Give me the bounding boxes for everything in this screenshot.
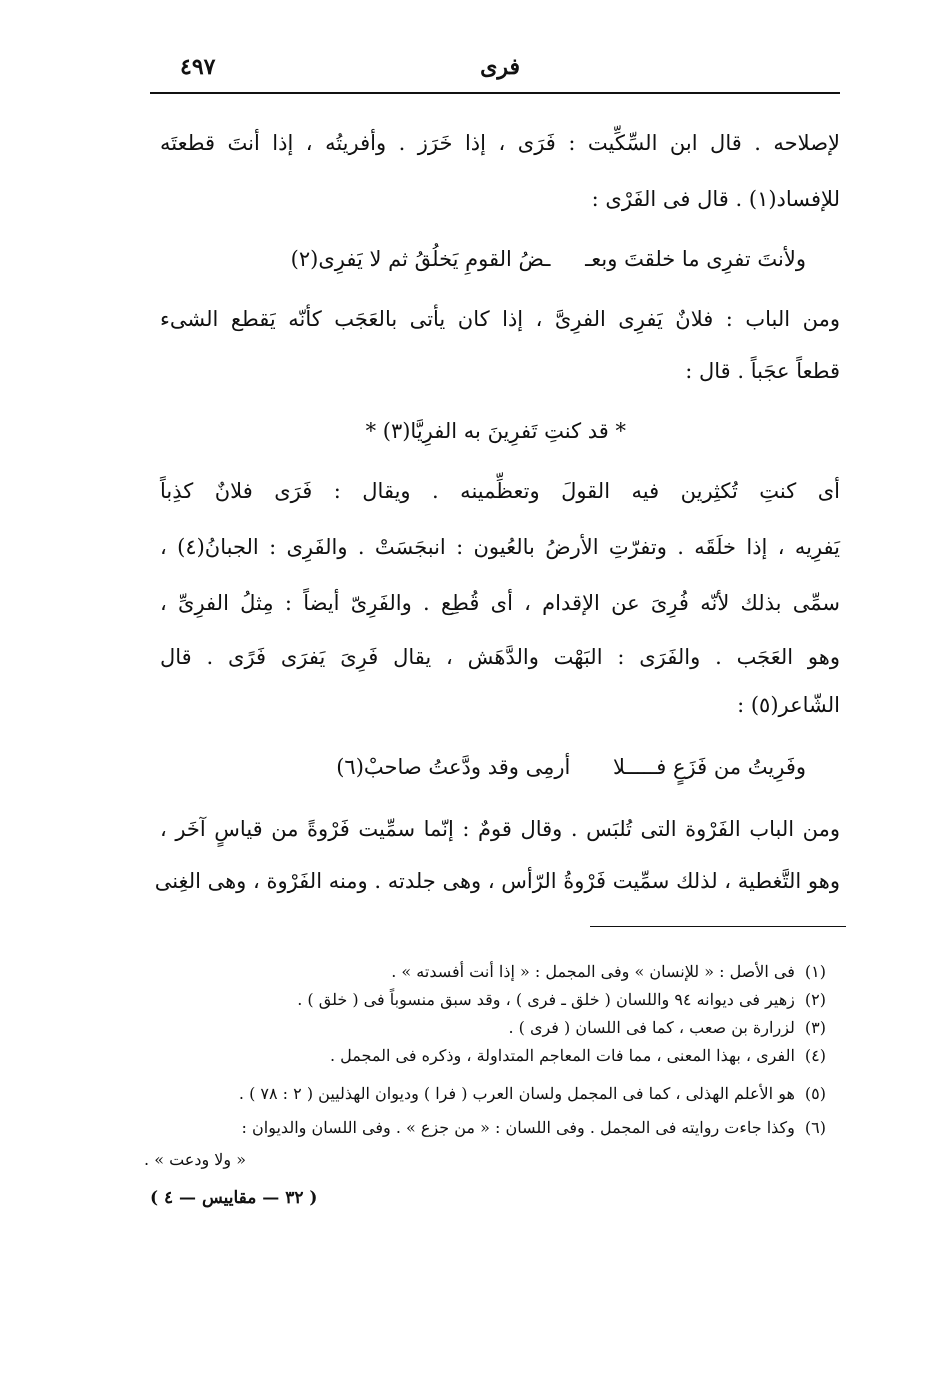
verse-2 <box>366 416 626 446</box>
verse-2-text: * قد كنتِ تَفرِينَ به الفرِيَّا(٣) * <box>365 419 626 443</box>
body-line-11: وهو التَّغطية ، لذلك سمِّيت فَرْوةُ الرّأس ، وهى جلدته . ومنه الفَرْوة ، وهى الغِنى <box>154 869 840 893</box>
footnote-5-number: (٥) <box>804 1084 826 1103</box>
footnote-6-continued <box>144 1148 246 1172</box>
body-line-5: أى كنتِ تُكثِرين فيه القولَ وتعظِّمينه . ويقال : فَرَى فلانٌ كذِباً <box>160 479 840 503</box>
footnote-4-text: الفرى ، بهذا المعنى ، مما فات المعاجم المتداولة ، وذكره فى المجمل . <box>329 1046 795 1065</box>
footnote-2-number: (٢) <box>804 990 826 1009</box>
page-number: ٤٩٧ <box>180 54 216 80</box>
verse-3 <box>336 752 806 782</box>
verse-1-first-hemistich: ولأنتَ تفرِى ما خلقتَ وبعـ <box>585 247 806 271</box>
body-line-6: يَفرِيه ، إذا خلَقَه . وتفرّتِ الأرضُ بالعُيون : انبجَسَتْ . والفَرِى : الجبانُ(٤) ، <box>160 535 840 559</box>
footnote-1-text: فى الأصل : « للإنسان » وفى المجمل : « إذا أنت أفسدته » . <box>391 962 795 981</box>
footnote-3 <box>508 1016 826 1040</box>
header-rule <box>150 92 840 94</box>
signature-mark: ( ٣٢ — مقاييس — ٤ ) <box>150 1188 318 1208</box>
footnote-3-text: لزرارة بن صعب ، كما فى اللسان ( فرى ) . <box>508 1018 795 1037</box>
body-line-1: لإصلاحه . قال ابن السِّكِّيت : فَرَى ، إذا خَرَز . وأفريتُه ، إذا أنتَ قطعتَه <box>160 131 840 155</box>
body-line-7: سمِّى بذلك لأنّه فُرِىَ عن الإقدام ، أى قُطِع . والفَرِىّ أيضاً : مِثلُ الفرِىِّ ، <box>160 591 840 615</box>
body-line-9: الشّاعر(٥) : <box>737 693 840 717</box>
footnote-5-text: هو الأعلم الهذلى ، كما فى المجمل ولسان العرب ( فرا ) وديوان الهذليين ( ٢ : ٧٨ ) . <box>238 1084 795 1103</box>
body-line-2: للإفساد(١) . قال فى الفَرْى : <box>591 187 840 211</box>
footnote-4 <box>330 1044 826 1068</box>
footnote-1 <box>391 960 826 984</box>
footnote-3-number: (٣) <box>804 1018 826 1037</box>
running-header <box>150 52 840 92</box>
footnote-5 <box>239 1082 826 1106</box>
verse-1 <box>291 244 806 274</box>
footnote-6-text: وكذا جاءت روايته فى المجمل . وفى اللسان : « من جزع » . وفى اللسان والديوان : <box>241 1118 795 1137</box>
verse-1-second-hemistich: ـضُ القومِ يَخلُقُ ثم لا يَفرِى(٢) <box>290 247 551 271</box>
verse-3-first-hemistich: وفَرِيتُ من فَزَعٍ فـــــلا <box>613 755 806 779</box>
body-line-8: وهو العَجَب . والفَرَى : البَهْت والدَّهَش ، يقال فَرِىَ يَفرَى فَرًى . قال <box>160 645 840 669</box>
body-line-3: ومن الباب : فلانٌ يَفرِى الفرِىَّ ، إذا كان يأتى بالعَجَب كأنّه يَقطع الشىء <box>160 307 840 331</box>
footnote-6 <box>242 1116 826 1140</box>
footnote-6-number: (٦) <box>804 1118 826 1137</box>
footnote-2 <box>297 988 826 1012</box>
footnote-6-continued-text: « ولا ودعت » . <box>144 1150 246 1169</box>
footnote-2-text: زهير فى ديوانه ٩٤ واللسان ( خلق ـ فرى ) ، وقد سبق منسوباً فى ( خلق ) . <box>297 990 795 1009</box>
footnote-4-number: (٤) <box>804 1046 826 1065</box>
body-line-10: ومن الباب الفَرْوة التى تُلبَس . وقال قومٌ : إنّما سمِّيت فَرْوةً من قياسٍ آخَر ، <box>160 817 840 841</box>
body-line-4: قطعاً عجَباً . قال : <box>685 359 840 383</box>
header-root-word: فرى <box>480 54 520 80</box>
footnote-1-number: (١) <box>804 962 826 981</box>
verse-3-second-hemistich: أرمِى وقد ودَّعتُ صاحبْ(٦) <box>336 755 571 779</box>
footnote-rule <box>590 926 846 927</box>
